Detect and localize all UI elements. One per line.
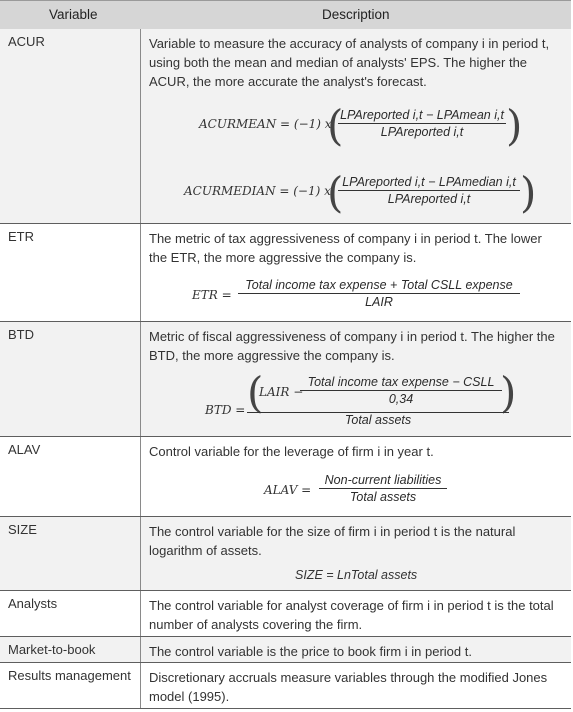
variable-description: The control variable is the price to book firm i in period t.: [149, 644, 472, 659]
table-row-btd: BTD Metric of fiscal aggressiveness of company i in period t. The higher the BTD, the more aggressive the company is. BTD = ( LAIR − Total income tax expense − CSLL 0,34 ) Total assets: [0, 322, 571, 437]
formula-btd-inner-fraction: Total income tax expense − CSLL 0,34: [300, 375, 502, 406]
formula-acurmean-fraction: LPAreported i,t − LPAmean i,t LPAreported i,t: [338, 108, 506, 139]
table-row-market-to-book: [0, 637, 571, 663]
table-header: [0, 0, 571, 30]
formula-alav-lhs: ALAV =: [264, 483, 312, 497]
variable-description: Metric of fiscal aggressiveness of company i in period t. The higher the BTD, the more aggressive the company is.: [149, 329, 555, 363]
table-row-alav: [0, 437, 571, 517]
formula-acurmedian-lhs: ACURMEDIAN = (−1) x: [184, 184, 331, 198]
formula-size: SIZE = LnTotal assets: [295, 568, 418, 582]
table-row-etr: [0, 224, 571, 322]
table-row-analysts: [0, 591, 571, 637]
header-variable: Variable: [49, 7, 98, 22]
table-row-acur: ACUR Variable to measure the accuracy of analysts of company i in period t, using both the mean and median of analysts' EPS. The higher the ACUR, the more accurate the analyst's forecast. ACURMEAN = (−1) x ( LPAreported i,t − LPAmean i,t LPAreported i,t ) ACURMEDIAN = (−1) x ( LPAreported i,t − LPAmedian i,t LPAreported i,t ): [0, 29, 571, 224]
variable-name: SIZE: [8, 522, 37, 537]
formula-alav-fraction: Non-current liabilities Total assets: [319, 473, 447, 504]
formula-acurmean-lhs: ACURMEAN = (−1) x: [199, 117, 332, 131]
variable-name: Analysts: [8, 596, 58, 611]
formula-btd-lhs: BTD =: [205, 403, 246, 417]
table-row-size: [0, 517, 571, 591]
variable-name: ALAV: [8, 442, 41, 457]
variable-name: ACUR: [8, 34, 45, 49]
variable-name: Market-to-book: [8, 642, 96, 657]
variable-description: The control variable for the size of firm i in period t is the natural logarithm of assets.: [149, 524, 516, 558]
variable-name: Results management: [8, 668, 131, 683]
variable-description: Control variable for the leverage of firm i in year t.: [149, 444, 434, 459]
formula-etr-lhs: ETR =: [192, 288, 232, 302]
variable-description: The metric of tax aggressiveness of company i in period t. The lower the ETR, the more aggressive the company is.: [149, 231, 542, 265]
variable-description: The control variable for analyst coverage of firm i in period t is the total number of analysts covering the firm.: [149, 598, 554, 632]
variable-name: BTD: [8, 327, 34, 342]
formula-btd-denominator: Total assets: [344, 413, 412, 427]
header-description: Description: [322, 7, 390, 22]
formula-btd-inner-left: LAIR −: [259, 385, 304, 399]
variable-name: ETR: [8, 229, 34, 244]
formula-acurmedian-fraction: LPAreported i,t − LPAmedian i,t LPAreported i,t: [338, 175, 520, 206]
variable-description: Discretionary accruals measure variables through the modified Jones model (1995).: [149, 670, 548, 704]
formula-etr-fraction: Total income tax expense + Total CSLL expense LAIR: [238, 278, 520, 309]
table-row-results-management: [0, 663, 571, 709]
variable-description: Variable to measure the accuracy of analysts of company i in period t, using both the mean and median of analysts' EPS. The higher the ACUR, the more accurate the analyst's forecast.: [149, 36, 550, 89]
